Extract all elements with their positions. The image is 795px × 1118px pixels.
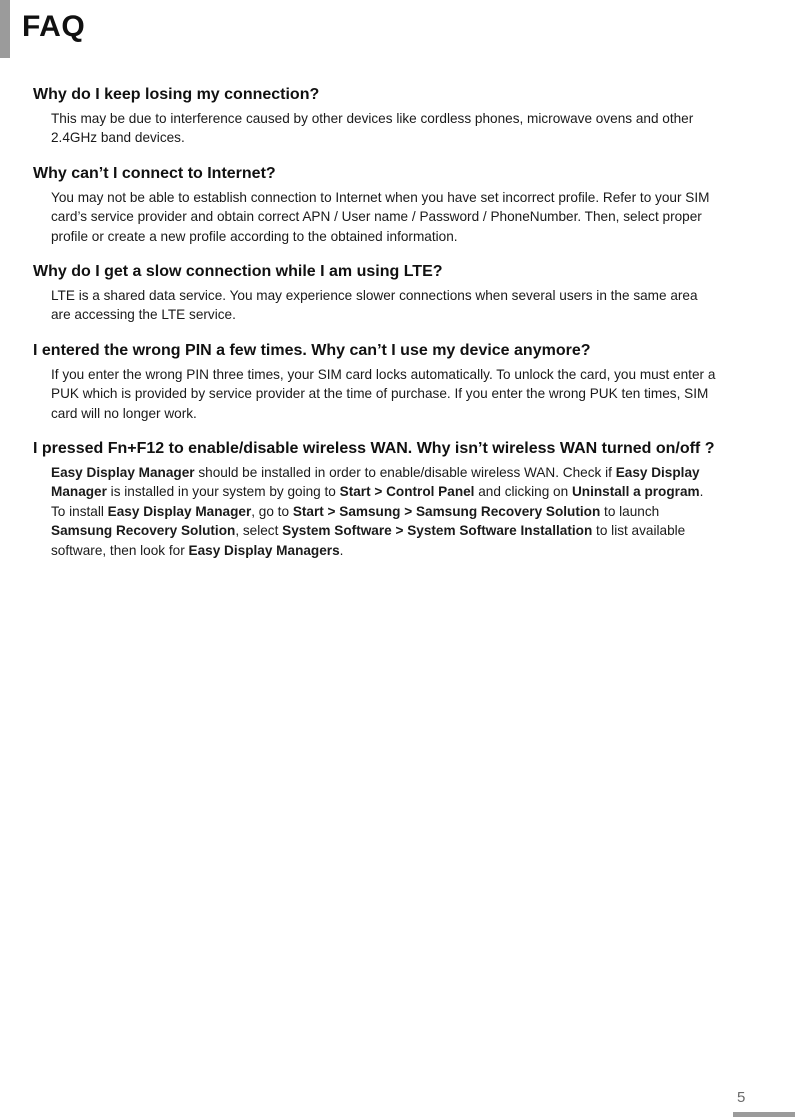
faq-item xyxy=(33,84,718,148)
answer-bold-term: Uninstall a program xyxy=(571,484,700,500)
faq-question: I pressed Fn+F12 to enable/disable wireless WAN. Why isn’t wireless WAN turned on/off ? xyxy=(33,440,715,458)
answer-text: , select xyxy=(235,523,283,539)
faq-answer xyxy=(51,188,718,246)
answer-text: and clicking on xyxy=(474,484,572,500)
faq-item xyxy=(33,340,718,423)
answer-text: If you enter the wrong PIN three times, your SIM card locks automatically. To unlock the card, you must enter a PUK which is provided by service provider at the time of purchase. If you enter the wrong PUK ten times, SIM card will no longer work. xyxy=(51,366,716,421)
answer-text: to list available software, then look for xyxy=(51,523,686,558)
answer-bold-term: Start > Control Panel xyxy=(339,484,475,500)
answer-text: is installed in your system by going to xyxy=(106,484,340,500)
answer-bold-term: Easy Display Manager xyxy=(51,465,700,500)
answer-text: You may not be able to establish connection to Internet when you have set incorrect profile. Refer to your SIM card’s service provider and obtain correct APN / User name / Password / PhoneNumber. Then, select proper profile or create a new profile according to the obtained information. xyxy=(51,189,710,244)
answer-text: . To install xyxy=(51,484,704,519)
answer-bold-term: Easy Display Manager xyxy=(51,465,195,481)
answer-text: . xyxy=(339,542,344,558)
faq-item xyxy=(33,261,718,325)
faq-answer xyxy=(51,286,718,325)
answer-text: to launch xyxy=(600,503,660,519)
faq-answer xyxy=(51,109,718,148)
page-title: FAQ xyxy=(22,10,86,43)
faq-question: Why do I get a slow connection while I am using LTE? xyxy=(33,263,443,281)
faq-question: Why do I keep losing my connection? xyxy=(33,86,320,103)
faq-question: Why can’t I connect to Internet? xyxy=(33,164,276,182)
answer-bold-term: System Software > System Software Installation xyxy=(282,523,593,539)
page-number-bar xyxy=(733,1112,795,1117)
answer-bold-term: Easy Display Manager xyxy=(107,503,252,519)
answer-text: This may be due to interference caused by other devices like cordless phones, microwave ovens and other 2.4GHz band devices. xyxy=(51,111,694,146)
answer-bold-term: Easy Display Managers xyxy=(188,542,340,558)
faq-item xyxy=(33,163,718,246)
faq-item xyxy=(33,438,718,560)
answer-text: should be installed in order to enable/disable wireless WAN. Check if xyxy=(194,465,616,481)
answer-text: , go to xyxy=(251,503,293,519)
answer-text: LTE is a shared data service. You may experience slower connections when several users in the same area are accessing the LTE service. xyxy=(51,288,698,323)
title-side-bar xyxy=(0,0,10,58)
answer-bold-term: Start > Samsung > Samsung Recovery Solution xyxy=(292,503,601,519)
faq-list xyxy=(33,84,718,575)
page-number: 5 xyxy=(737,1089,746,1106)
faq-answer xyxy=(51,463,718,560)
faq-question: I entered the wrong PIN a few times. Why can’t I use my device anymore? xyxy=(33,341,591,359)
faq-answer xyxy=(51,365,718,423)
answer-bold-term: Samsung Recovery Solution xyxy=(51,523,236,539)
